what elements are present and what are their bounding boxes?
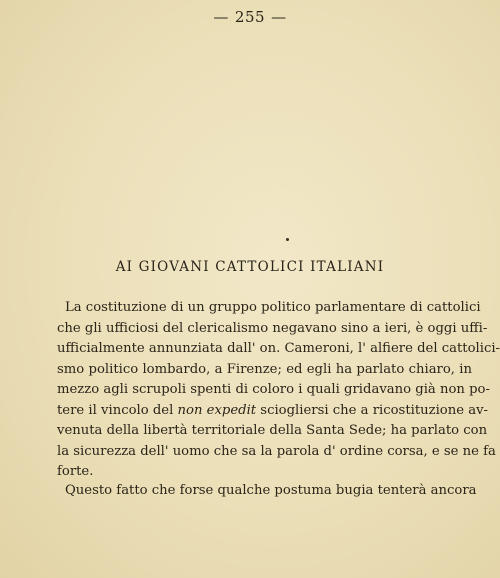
paragraph-line: la sicurezza dell' uomo che sa la parola d' ordine corsa, e se ne fa <box>57 443 496 459</box>
paragraph-1 <box>57 298 500 483</box>
paragraph-line: La costituzione di un gruppo politico parlamentare di cattolici <box>65 300 481 315</box>
paragraph-line: venuta della libertà territoriale della Santa Sede; ha parlato con <box>57 423 488 438</box>
paragraph-2 <box>57 481 477 502</box>
paragraph-line: forte. <box>57 464 94 479</box>
paragraph-line: ufficialmente annunziata dall' on. Cameroni, l' alfiere del cattolici- <box>57 341 500 356</box>
paragraph-line: Questo fatto che forse qualche postuma bugia tenterà ancora <box>65 483 477 498</box>
chapter-title: AI GIOVANI CATTOLICI ITALIANI <box>115 259 385 275</box>
paragraph-line: che gli ufficiosi del clericalismo negavano sino a ieri, è oggi uffi- <box>57 320 488 336</box>
page-number-dash-right: — <box>271 8 287 26</box>
line-text-end: sciogliersi che a ricostituzione av- <box>256 402 488 418</box>
italic-phrase: non expedit <box>177 402 257 418</box>
page-number-dash-left: — <box>213 8 229 26</box>
page-number-value: 255 <box>234 8 266 26</box>
paragraph-line-with-italic <box>57 401 488 422</box>
paragraph-line: smo politico lombardo, a Firenze; ed egli ha parlato chiaro, in <box>57 361 472 377</box>
ink-speck <box>286 238 289 241</box>
line-text-start: tere il vincolo del <box>57 402 178 418</box>
page-number <box>0 8 500 26</box>
paragraph-line: mezzo agli scrupoli spenti di coloro i quali gridavano già non po- <box>57 382 490 397</box>
